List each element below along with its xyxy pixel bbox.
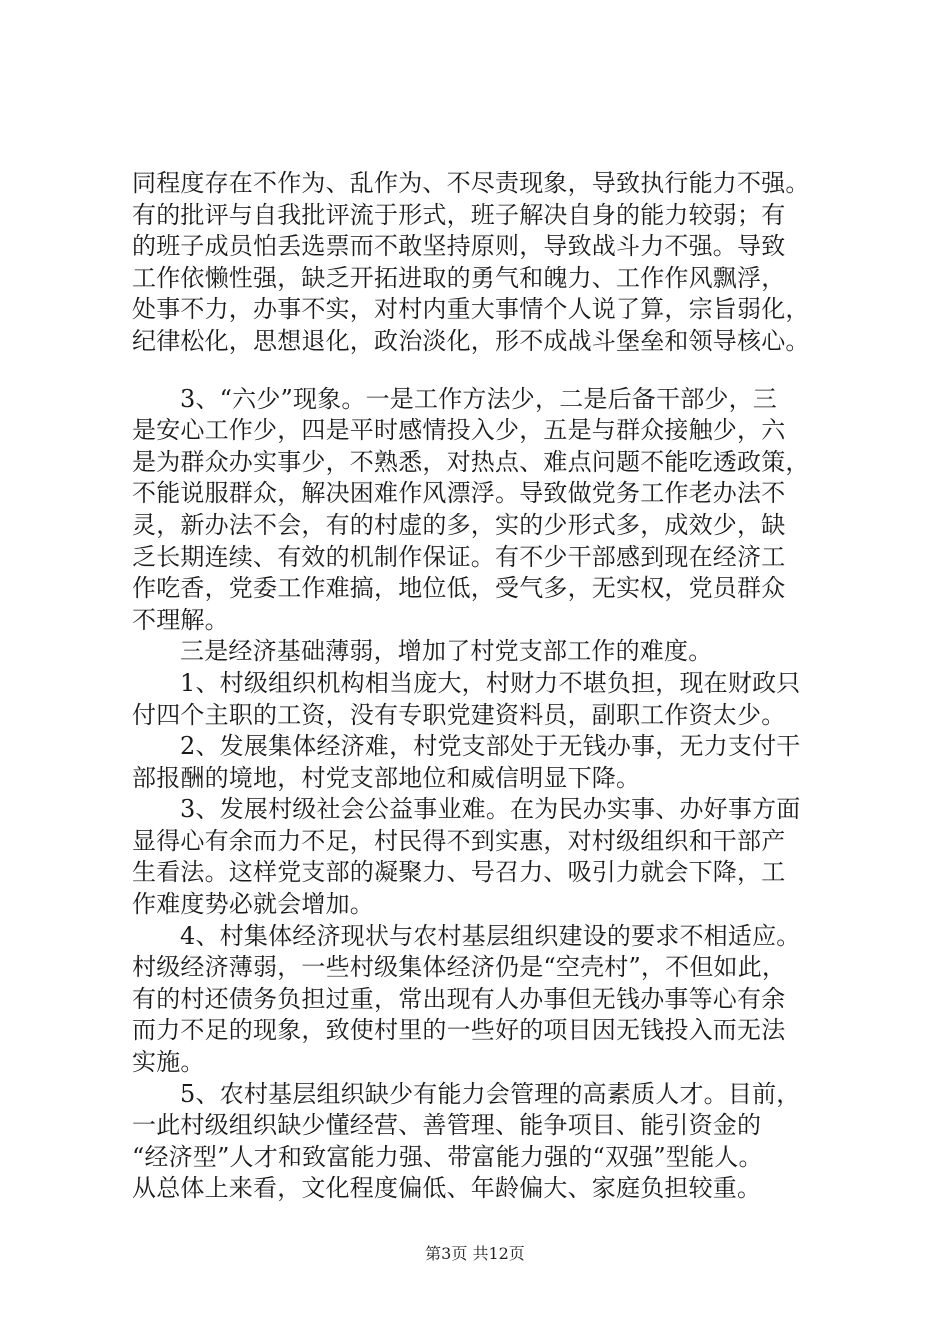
text-line: 乏长期连续、有效的机制作保证。有不少干部感到现在经济工 [132,542,786,571]
text-line: 5、农村基层组织缺少有能力会管理的高素质人才。目前， [180,1079,801,1108]
text-line: 的班子成员怕丢选票而不敢坚持原则，导致战斗力不强。导致 [132,232,786,261]
text-line: 是安心工作少，四是平时感情投入少，五是与群众接触少，六 [132,416,786,445]
text-line: 部报酬的境地，村党支部地位和威信明显下降。 [132,763,641,792]
text-line: 作吃香，党委工作难搞，地位低，受气多，无实权，党员群众 [132,574,786,603]
paragraph-gap [132,358,854,384]
text-line: 村级经济薄弱，一些村级集体经济仍是“空壳村”，不但如此， [132,953,787,982]
text-line: 作难度势必就会增加。 [132,890,374,919]
text-line: 处事不力，办事不实，对村内重大事情个人说了算，宗旨弱化， [132,295,810,324]
text-line: 不理解。 [132,605,229,634]
text-line: 1、村级组织机构相当庞大，村财力不堪负担，现在财政只 [180,668,801,697]
text-line: 付四个主职的工资，没有专职党建资料员，副职工作资太少。 [132,700,786,729]
text-line: 2、发展集体经济难，村党支部处于无钱办事，无力支付干 [180,732,801,761]
text-line: 有的批评与自我批评流于形式，班子解决自身的能力较弱；有 [132,200,786,229]
text-line: 工作依懒性强，缺乏开拓进取的勇气和魄力、工作作风飘浮， [132,263,786,292]
text-line: 显得心有余而力不足，村民得不到实惠，对村级组织和干部产 [132,826,786,855]
text-line: 实施。 [132,1048,205,1077]
text-line: “经济型”人才和致富能力强、带富能力强的“双强”型能人。 [132,1142,763,1171]
page-number: 第3页 共12页 [425,1244,525,1263]
text-line: 是为群众办实事少，不熟悉，对热点、难点问题不能吃透政策， [132,447,810,476]
text-line: 4、村集体经济现状与农村基层组织建设的要求不相适应。 [180,921,801,950]
text-line: 有的村还债务负担过重，常出现有人办事但无钱办事等心有余 [132,984,786,1013]
section-heading: 三是经济基础薄弱，增加了村党支部工作的难度。 [180,637,713,666]
text-line: 不能说服群众，解决困难作风漂浮。导致做党务工作老办法不 [132,479,786,508]
text-line: 3、“六少”现象。一是工作方法少，二是后备干部少，三 [180,384,778,413]
document-body [132,168,854,1205]
text-line: 生看法。这样党支部的凝聚力、号召力、吸引力就会下降，工 [132,858,786,887]
text-line: 灵，新办法不会，有的村虚的多，实的少形式多，成效少，缺 [132,510,786,539]
text-line: 而力不足的现象，致使村里的一些好的项目因无钱投入而无法 [132,1016,786,1045]
text-line: 同程度存在不作为、乱作为、不尽责现象，导致执行能力不强。 [132,169,810,197]
text-line: 一此村级组织缺少懂经营、善管理、能争项目、能引资金的 [132,1111,762,1140]
text-line: 从总体上来看，文化程度偏低、年龄偏大、家庭负担较重。 [132,1174,762,1203]
text-line: 3、发展村级社会公益事业难。在为民办实事、办好事方面 [180,795,801,824]
text-line: 纪律松化，思想退化，政治淡化，形不成战斗堡垒和领导核心。 [132,326,810,355]
